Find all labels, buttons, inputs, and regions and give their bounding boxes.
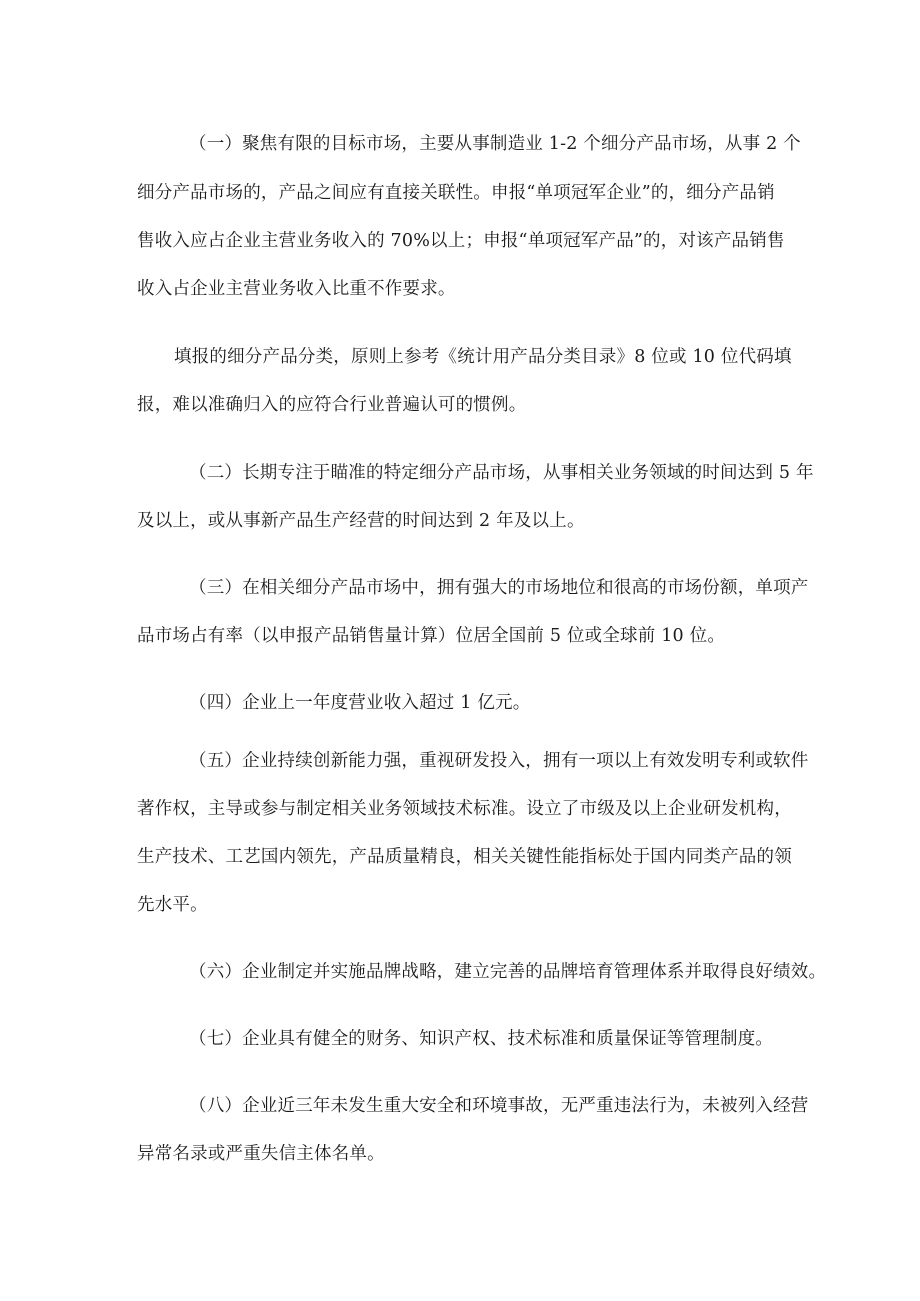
paragraph-1-line-1: （一）聚焦有限的目标市场，主要从事制造业 1-2 个细分产品市场，从事 2 个 xyxy=(189,134,801,154)
paragraph-3-line-1: （二）长期专注于瞄准的特定细分产品市场，从事相关业务领域的时间达到 5 年 xyxy=(189,463,814,483)
paragraph-3-line-2: 及以上，或从事新产品生产经营的时间达到 2 年及以上。 xyxy=(137,511,585,531)
paragraph-4-line-1: （三）在相关细分产品市场中，拥有强大的市场地位和很高的市场份额，单项产 xyxy=(189,578,809,598)
paragraph-6-line-3: 生产技术、工艺国内领先，产品质量精良，相关关键性能指标处于国内同类产品的领 xyxy=(137,847,792,867)
paragraph-6-line-1: （五）企业持续创新能力强，重视研发投入，拥有一项以上有效发明专利或软件 xyxy=(189,751,809,771)
paragraph-2-line-2: 报，难以准确归入的应符合行业普遍认可的惯例。 xyxy=(137,395,527,415)
paragraph-6-line-2: 著作权，主导或参与制定相关业务领域技术标准。设立了市级及以上企业研发机构， xyxy=(137,799,792,819)
paragraph-2-line-1: 填报的细分产品分类，原则上参考《统计用产品分类目录》8 位或 10 位代码填 xyxy=(174,347,792,367)
paragraph-1-line-2: 细分产品市场的，产品之间应有直接关联性。申报“单项冠军企业”的，细分产品销 xyxy=(137,183,775,203)
paragraph-9-line-2: 异常名录或严重失信主体名单。 xyxy=(137,1144,385,1164)
paragraph-9-line-1: （八）企业近三年未发生重大安全和环境事故，无严重违法行为，未被列入经营 xyxy=(189,1096,809,1116)
paragraph-1-line-3: 售收入应占企业主营业务收入的 70%以上；申报“单项冠军产品”的，对该产品销售 xyxy=(137,231,785,251)
paragraph-6-line-4: 先水平。 xyxy=(137,895,208,915)
paragraph-8-line-1: （七）企业具有健全的财务、知识产权、技术标准和质量保证等管理制度。 xyxy=(189,1029,774,1049)
paragraph-1-line-4: 收入占企业主营业务收入比重不作要求。 xyxy=(137,279,456,299)
paragraph-4-line-2: 品市场占有率（以申报产品销售量计算）位居全国前 5 位或全球前 10 位。 xyxy=(137,626,726,646)
paragraph-7-line-1: （六）企业制定并实施品牌战略，建立完善的品牌培育管理体系并取得良好绩效。 xyxy=(189,962,827,982)
paragraph-5-line-1: （四）企业上一年度营业收入超过 1 亿元。 xyxy=(189,693,531,713)
